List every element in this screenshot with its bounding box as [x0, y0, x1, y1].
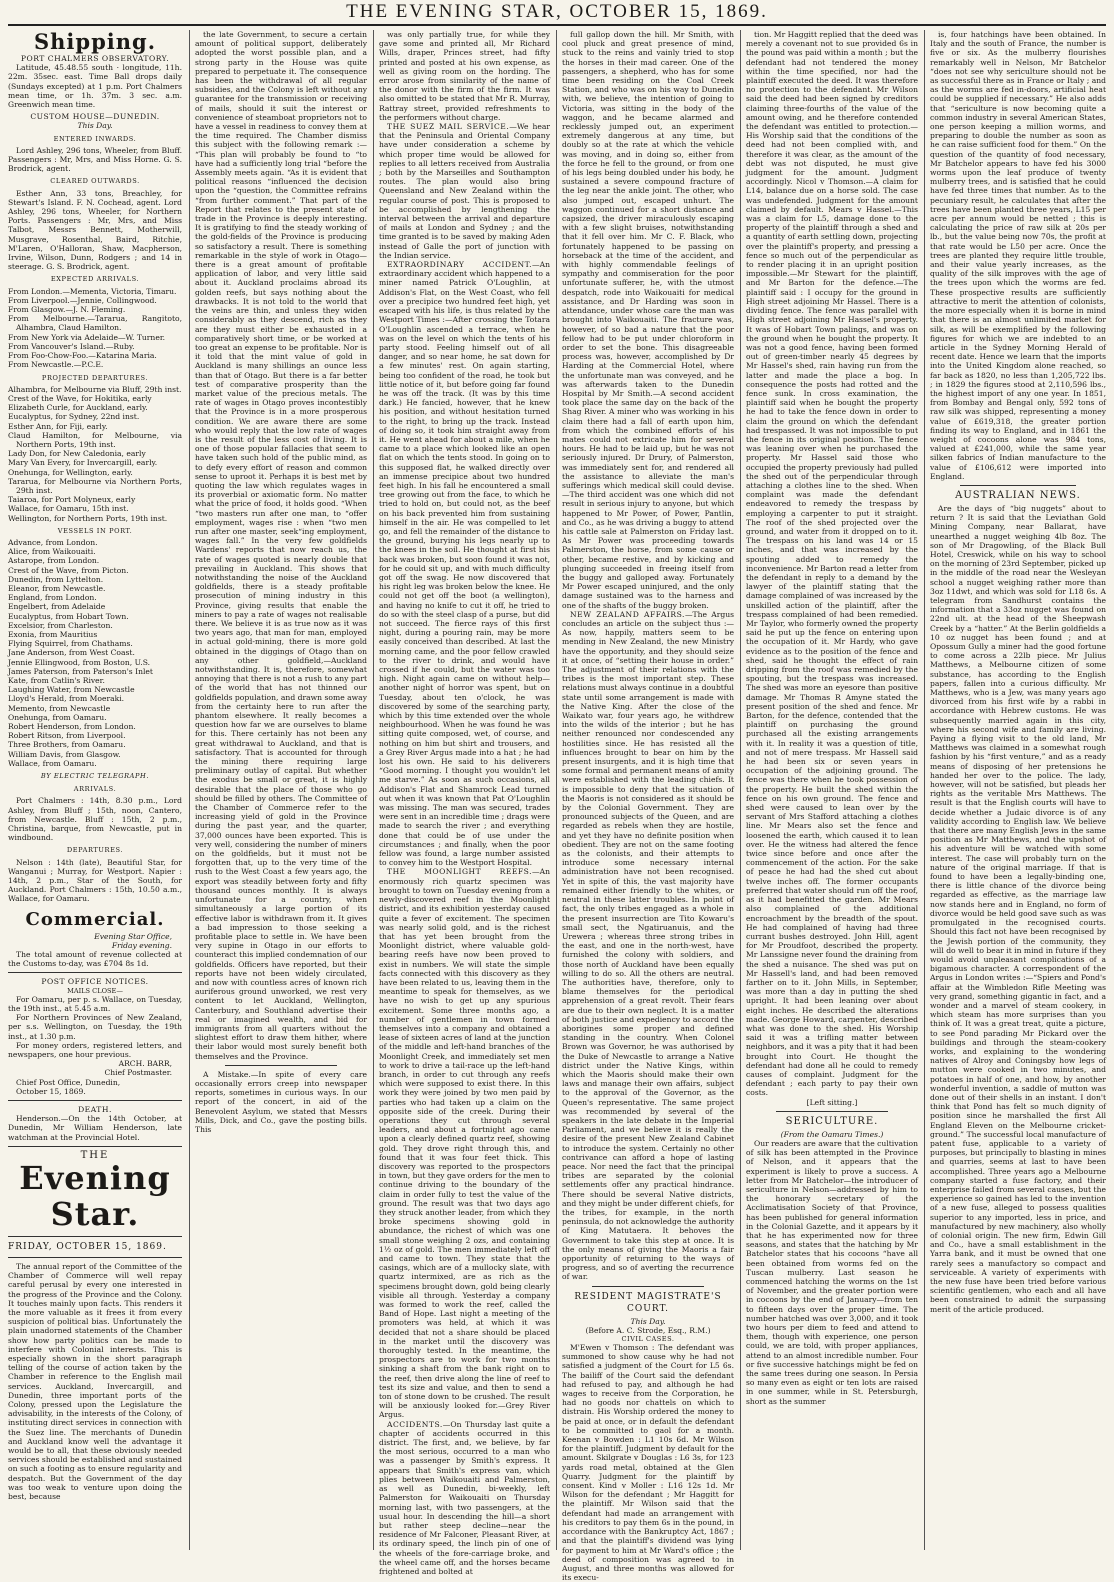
- list-item: From New York via Adelaide—W. Turner.: [8, 332, 166, 342]
- accidents-text: —On Thursday last quite a chapter of accidents occurred in this district. The first, and, we believe, by far the most serious, occurred to a man who was a passenger by Smith's express. It appears that Smith's express van, which plies between Waikouaiti and Palmerston, as well as Dunedin, bi-weekly, left Palmerston for Waikouaiti on Thursday morning last, with two passengers, at the usual hour. In descending the hill—a short but rather steep decline—near the residence of Mr Falconer, Pleasant River, at its ordinary speed, the linch pin of one of the wheels of the fore-carriage broke, and the wheel came off, and the horses became frightened and bolted at: [379, 1419, 550, 1576]
- post-office-date: October 15, 1869.: [16, 1086, 86, 1096]
- col6-text-1: is, four hatchings have been obtained. In Italy and the south of France, the number is five or six. As the mulberry flourishes remarkably well in Nelson, Mr Batchelor “does not see why sericulture should not be as successful there as in France or Italy ; and as the worms are fed in-doors, artificial heat could be supplied if necessary.” He also adds that “sericulture is now becoming quite a common industry in several American States, one person keeping a million worms, and preparing to double the number as soon as he can raise sufficient food for them.” On the question of the quantity of food necessary, Mr Batchelor appears to have fed his 3000 worms upon the leaf produce of twenty mulberry trees, and is satisfied that he could have fed three times that number. As to the pecuniary result, he calculates that after the trees have been planted three years, L15 per acre per annum would be netted ; this is calculating the price of raw silk at 20s per lb., but the value being now 70s, the profit at that rate would be L50 per acre. Once the trees are planted they require little trouble, and their value yearly increases, as the quality of the silk improves with the age of the trees upon which the worms are fed. These prospective results are sufficiently attractive to merit the attention of colonists, the more especially when it is borne in mind that there is an almost unlimited market for silk, as will be exemplified by the following figures for which we are indebted to an article in the Sydney Morning Herald of recent date. Hence we learn that the imports into the United Kingdom alone reached, so far back as 1820, no less than 1,205,722 lbs. ; in 1829 the figures stood at 2,110,596 lbs., the highest import of any one year. In 1851, from Bombay and Bengal only, 592 tons of raw silk was shipped, representing a money value of £619,318, the greater portion finding its way to England, and in 1861 the weight of cocoons alone was 984 tons, valued at £241,000, while the same year silken fabrics of Indian manufacture to the value of £106,612 were imported into England.: [930, 30, 1106, 481]
- post-office-title: POST OFFICE NOTICES.: [41, 977, 149, 987]
- court-text: M'Ewen v Thomson : The defendant was summoned to show cause why he had not satisfied a judgment of the Court for L5 6s. The bailiff of the Court said the defendant had refused to pay, and although he had wages to receive from the Corporation, he had no goods nor chattels on which to distrain. His Worship ordered the money to be paid at once, or in default the defendant to be committed to gaol for a month. Keenan v Bowden : L1 10s 6d. Mr Wilson for the plaintiff. Judgment by default for the amount. Skilgrate v Douglas : L6 3s, for 123 yards road metal, obtained at the Glen Quarry. Judgment for the plaintiff by consent. Kind v Moller : L16 12s 1d. Mr Wilson for the defendant ; Mr Haggitt for the plaintiff. Mr Wilson said that the defendant had made an arrangement with his creditors to pay them 6s in the pound, in accordance with the Bankruptcy Act, 1867 ; and that the plaintiff's dividend was lying for payment to him at Mr Ward's office ; the deed of composition was agreed to in August, and three months was allowed for its execu-: [562, 1343, 734, 1582]
- list-item: Esther Ann, for Fiji, early.: [8, 421, 108, 431]
- list-item: Jane Anderson, from West Coast.: [8, 648, 135, 658]
- divider: [592, 1286, 704, 1287]
- post-office-signature: ARCH. BARR,: [118, 1059, 172, 1069]
- column-4: [562, 30, 734, 1582]
- list-item: From Foo-Chow-Foo.—Katarina Maria.: [8, 351, 157, 361]
- sericulture-source: (From the Oamaru Times.): [780, 1129, 884, 1139]
- tel-arrivals-title: ARRIVALS.: [73, 785, 117, 794]
- list-item: From Newcastle.—P.C.E.: [8, 360, 104, 370]
- list-item: From Liverpool.—Jennie, Collingwood.: [8, 295, 157, 305]
- sericulture-title: SERICULTURE.: [785, 1115, 879, 1127]
- telegraph-title: BY ELECTRIC TELEGRAPH.: [40, 772, 150, 781]
- divider: [776, 1111, 888, 1112]
- list-item: Excelsior, from Charleston.: [8, 620, 113, 630]
- vessels-title: VESSELS IN PORT.: [57, 526, 133, 535]
- reefs-title: THE MOONLIGHT REEFS.: [387, 867, 533, 877]
- list-item: William Davis, from Glasgow.: [8, 749, 121, 759]
- death-title: DEATH.: [78, 1104, 112, 1114]
- divider: [8, 972, 182, 973]
- mistake-text: A Mistake.—In spite of every care occasionally errors creep into newspaper reports, sometimes in curious ways. In our report of the concert, in aid of the Benevolent Asylum, we stated that Messrs Mills, Dick, and Co., gave the posting bills. This: [195, 1069, 367, 1134]
- list-item: Elizabeth Curle, for Auckland, early.: [8, 403, 148, 413]
- list-item: Lady Don, for New Caledonia, early: [8, 449, 146, 459]
- list-item: Eucalyptus, from Hobart Town.: [8, 611, 129, 621]
- column-3: [379, 30, 550, 1576]
- list-item: Robert Ritson, from Liverpool.: [8, 731, 126, 741]
- list-item: Eleanor, from Newcastle.: [8, 583, 106, 593]
- commercial-heading: Commercial.: [25, 908, 165, 930]
- accidents-title: ACCIDENTS.: [387, 1419, 443, 1429]
- tel-arrivals-text: Port Chalmers : 14th, 8.30 p.m., Lord Ashley, from Bluff ; 15th, noon, Cantero, from Newcastle. Bluff : 15th, 2 p.m., Christina, barque, from Newcastle, put in windbound.: [8, 796, 182, 843]
- list-item: Eucalyptus, for Sydney, 22nd inst.: [8, 412, 140, 422]
- entered-title: ENTERED INWARDS.: [53, 134, 137, 143]
- list-item: From Melbourne.—Tararua, Rangitoto, Alhambra, Claud Hamilton.: [8, 314, 182, 333]
- cleared-title: CLEARED OUTWARDS.: [50, 177, 140, 186]
- list-item: Lloyd's Herald, from Moeraki.: [8, 694, 125, 704]
- list-item: Engelbert, from Adelaide: [8, 602, 106, 612]
- column-2: [195, 30, 367, 1550]
- commercial-office: Evening Star Office,: [94, 931, 172, 941]
- expected-list: [8, 287, 182, 370]
- list-item: Wellington, for Northern Ports, 19th inst.: [8, 513, 168, 523]
- divider: [960, 485, 1076, 486]
- left-sitting: [Left sitting.]: [806, 1097, 858, 1107]
- entered-text: Lord Ashley, 296 tons, Wheeler, from Bluff. Passengers : Mr, Mrs, and Miss Horne. G. S. Brodrick, agent.: [8, 145, 182, 174]
- vessels-list: [8, 538, 182, 768]
- column-rule: [924, 30, 925, 1550]
- divider: [8, 1146, 182, 1147]
- post-office-subtitle: MAILS CLOSE—: [67, 986, 123, 995]
- masthead: [0, 0, 1114, 24]
- court-title: RESIDENT MAGISTRATE'S COURT.: [574, 1291, 722, 1314]
- court-civil: CIVIL CASES.: [621, 1335, 675, 1344]
- list-item: Crest of the Wave, from Picton.: [8, 565, 129, 575]
- cleared-text: Esther Ann, 33 tons, Breachley, for Stewart's Island. F. N. Cochead, agent. Lord Ashley, 296 tons, Wheeler, for Northern Ports. Passengers : Mr, Mrs, and Miss Talbot, Messrs Bennett, Motherwill, Musgrave, Rosenthal, Baird, Ritchie, M'Laren, O'Halloran, Shaw, Macpherson, Irvine, Wilson, Dunn, Rodgers ; and 14 in steerage. G. S. Brodrick, agent.: [8, 188, 182, 272]
- divider: [8, 1236, 182, 1237]
- suez-title: THE SUEZ MAIL SERVICE.: [387, 122, 510, 132]
- expected-title: EXPECTED ARRIVALS.: [50, 275, 140, 284]
- accident-title: EXTRAORDINARY ACCIDENT.: [387, 260, 533, 270]
- observatory-text: Latitude, 45.48.55 south · longitude, 11h. 22m. 35sec. east. Time Ball drops daily (Sundays excepted) at 1 p.m. Port Chalmers mean time, or 1h. 37m. 3 sec. a.m. Greenwich mean time.: [8, 63, 182, 110]
- projected-title: PROJECTED DEPARTURES.: [41, 373, 149, 382]
- nz-title: NEW ZEALAND AFFAIRS.: [570, 609, 685, 619]
- leader-text-1: The annual report of the Committee of the Chamber of Commerce will well repay careful perusal by every one interested in the progress of the Province and the Colony. It touches mainly upon facts. This renders it the more valuable as it frees it from every suspicion of political bias. Unfortunately the plain unadorned statements of the Chamber show how party politics can be made to interfere with Colonial interests. This is especially shown in the short paragraph telling of the course of action taken by the Chamber in reference to the English mail services. Auckland, Invercargill, and Dunedin, three important ports of the Colony, pressed upon the Legislature the advisability, in the interests of the Colony, of instituting direct services in connection with the Suez line. The merchants of Dunedin and Auckland know well the advantage it would be to all, that these obviously needed services should be established and sustained on such a footing as to ensure regularity and despatch. But the Government of the day was too weak to venture upon doing the best, because: [8, 1261, 182, 1502]
- post-office-text-2: For Northern Provinces of New Zealand, per s.s. Wellington, on Tuesday, the 19th inst., at 1.30 p.m.: [8, 1013, 182, 1041]
- sericulture-text: Our readers are aware that the cultivation of silk has been attempted in the Province of Nelson, and it appears that the experiment is likely to prove a success. A letter from Mr Batchelor—the introducer of sericulture in Nelson—addressed by him to the honorary secretary of the Acclimatisation Society of that Province, has been published for general information in the Colonial Gazette, and it appears by it that he has experimented now for three seasons, and states that the hatching by Mr Batchelor states that his cocoons “have all been obtained from worms fed on the Tuscan mulberry. Last season he commenced hatching the worms on the 1st of November, and the greater portion were in cocoons by the end of January—from ten to fifteen days over the proper time. The number hatched was over 3,000, and it took two hours per diem to feed and attend to them, though with experience, one person could, we are told, with proper appliances, attend to an almost incredible number. Four or five successive hatchings might be fed on the same trees during one season. In Persia so many even as eight or ten lots are raised in one summer, while in St. Petersburgh, short as the summer: [746, 1138, 918, 1406]
- customs-title: CUSTOM HOUSE—DUNEDIN.: [30, 112, 160, 122]
- list-item: James Paterson, from Paterson's Inlet: [8, 666, 153, 676]
- divider: [225, 1065, 337, 1066]
- list-item: Robert Henderson, from London.: [8, 722, 136, 732]
- accident-text: —An extraordinary accident which happened to a miner named Patrick O'Loughlin, at Addison's Flat, on the West Coast, who fell over a precipice two hundred feet high, yet escaped with his life, is thus related by the Westport Times :—After crossing the Totara O'Loughlin ascended a terrace, when he was on the level on which the tents of his party stood. Feeling himself out of all danger, and so near home, he sat down for a few minutes' rest. On again starting, being too confident of the road, he took but little notice of it, but before going far found he was off the track. (It was by this time dark.) He fancied, however, that he knew his position, and without hesitation turned to the right, to bring up the track. Instead of doing so, it took him straight away from it. He went ahead for about a mile, when he came to a place which looked like an open flat on which the tents stood. In going on to this supposed flat, he walked directly over an immense precipice about two hundred feet high. In his fall he encountered a small tree growing out from the face, to which he tried to hold on, but could not, as the beef on his back prevented him from sustaining himself in the air. He was compelled to let go, and fell the remainder of the distance to the ground, burying his legs nearly up to the knees in the soil. He thought at first his back was broken, but soon found it was not, for he could sit up, and with much difficulty got off the swag. He now discovered that his right leg was broken below the knee. He could not get off the boot (a wellington), and having no knife to cut it off, he tried to do so with the steel clasp of a purse, but did not succeed. The fierce rays of this first night, during a pouring rain, may be more easily conceived than described. At last the morning came, and the poor fellow crawled to the river to drink, and would have crossed if he could, but the water was too high. Night again came on without help—another night of horror was spent, but on Tuesday, about ten o'clock, he was discovered by some of the searching party, which by this time extended over the whole neighbourhood. When he was found he was sitting quite composed, wet, of course, and nothing on him but shirt and trousers, and a Grey River Argus made into a hat ; he had lost his own. He said to his deliverers “Good morning. I thought you wouldn't let me starve.” As soon as such occasions, all Addison's Flat and Shamrock Lead turned out when it was known that Pat O'Loughlin was missing. The man was secured, trades were sent in an incredible time ; drags were made to search the river ; and everything done that could be of use under the circumstances ; and finally, when the poor fellow was found, a large number assisted to convey him to the Westport Hospital.: [379, 260, 550, 868]
- list-item: England, from London.: [8, 593, 97, 603]
- post-office-office: Chief Post Office, Dunedin,: [16, 1077, 121, 1087]
- shipping-heading: Shipping.: [33, 29, 157, 54]
- star-the: THE: [80, 1149, 110, 1161]
- list-item: Tararua, for Melbourne via Northern Ports, 29th inst.: [8, 476, 182, 495]
- australian-news-text: Are the days of “big nuggets” about to return ? It is said that the Leviathan Gold Mining Company, near Ballarat, have unearthed a nugget weighing 4lb 8oz. The son of Mr Dragowling, of the Black Bull Hotel, Creswick, while on his way to school on the morning of 23rd September, picked up in the middle of the road near the Wesleyan school a nugget weighing rather more than 3oz 11dwt, and which was sold for L18 6s. A telegram from Sandhurst contains the information that a 33oz nugget was found on 22nd ult. at the head of the Sheepwash Creek by a “hatter.” At the Berlin goldfields a 10 oz nugget has been found ; and at Opossum Gully a miner had the good fortune to come across a 22lb piece. Mr Julius Matthews, a Melbourne citizen of some substance, has according to the English papers, fallen into a curious difficulty. Mr Matthews, who is a Jew, was many years ago divorced from his first wife by a rabbi in accordance with Hebrew customs. He was subsequently married again in this city, where his second wife and family are living. Paying a flying visit to the old land, Mr Matthews was claimed in a somewhat rough fashion by his “first venture,” and as a ready means of disposing of her pretensions he handed her over to the police. The lady, however, will not be satisfied, but pleads her rights as the veritable Mrs Matthews. The result is that the English courts will have to decide whether a Judaic divorce is of any validity according to English law. We believe that there are many English Jews in the same position as Mr Matthews, and the upshot of his adventure will be watched with some interest. The case will probably turn on the nature of the original marriage. If that is found to have been a legally-binding one, there is little chance of the divorce being regarded as effective, as the marriage law now stands here and in England, no form of divorce would be held good save such as was promulgated in the recognised courts. Should this fact not have been recognised by the Jewish portion of the community, they will do well to bear it in mind in future if they would avoid unpleasant complications of a bigamous character. A correspondent of the Argus in London writes :—“Spiers and Pond's affair at the Wimbledon Rifle Meeting was very grand, something gigantic in fact, and a wonder and a marvel of steam cookery, in which steam has more surprises than you think of. It was a great treat, quite a picture, to see Pond parading Mr Pickard over the buildings and through the steam-cookery works, and explaining to the wondering natives of Alroy and Coningsby how legs of mutton were cooked in two minutes, and potatoes in half of one, and how, by another wonderful invention, a saddle of mutton was done out of their shells in an instant. I don't think that Pond has felt so much dignity of position since he marshalled the first All England Eleven on the Melbourne cricket-ground.” The successful local manufacture of patent fuse, applicable to a variety of purposes, but principally to blasting in mines and quarries, seems at last to have been accomplished. Three years ago a Melbourne company started a fuse factory, and their enterprise failed from several causes, but the experience so gained has led to the invention of a new fuse, alleged to possess qualities superior to any imported, less in price, and manufactured by new machinery, also wholly of colonial origin. The new firm, Edwin Gill and Co., have a small establishment in the Yarra bank, and it must be owned that one rarely sees a manufactory so compact and serviceable. A variety of experiments with the new fuse have been tried before various scientific gentlemen, who each and all have been constrained to admit the surpassing merit of the article produced.: [930, 503, 1106, 1314]
- column-rule: [373, 30, 374, 1550]
- suez-text: —We hear that the Peninsula and Oriental Company have under consideration a scheme by which proper time would be allowed for replies to all letters received from Australia ; both by the Marseilles and Southampton routes. The plan would also bring Queensland and New Zealand within the regular course of post. This is proposed to be accomplished by lengthening the interval between the arrival and departure of mails at London and Sydney ; and the time granted is to be saved by making Aden instead of Galle the port of junction with the Indian service.: [379, 122, 550, 260]
- reefs-text: —An enormously rich quartz specimen was brought to town on Tuesday evening from a newly-discovered reef in the Moonlight district, and its exhibition yesterday caused quite a fever of excitement. The specimen was nearly solid gold, and is the richest that has yet been brought from the Moonlight district, where valuable gold-bearing reefs have now been proved to exist in numbers. We will state the simple facts connected with this discovery as they have been related to us, leaving them in the meantime to speak for themselves, as we have no wish to get up any spurious excitement. Some three months ago, a number of gentlemen in town formed themselves into a company and obtained a lease of sixteen acres of land at the junction of the middle and left-hand branches of the Moonlight Creek, and immediately set men to work to drive a tail-race up the left-hand branch, in order to cut through any reefs which were supposed to exist there. In this work they were joined by two men paid by parties who had taken up a claim on the opposite side of the creek. During their operations they cut through several leaders, and about a fortnight ago came upon a clearly defined quartz reef, showing gold. They drove right through this, and found that it was four feet thick. This discovery was reported to the prospectors in town, but they gave orders for the men to continue driving to the boundary of the claim in order fully to test the value of the ground. The result was that two days ago they struck another leader, from which they broke specimens showing gold in abundance, the richest of which was one small stone weighing 2 ozs, and containing 1½ oz of gold. The men immediately left off and came to town. They state that the casings, which are of a mullocky slate, with quartz intermixed, are as rich as the specimens brought down, gold being clearly visible all through. Yesterday a company was formed to work the reef, called the Band of Hope. Last night a meeting of the promoters was held, at which it was decided that not a share should be placed in the market until the discovery was thoroughly tested. In the meantime, the prospectors are to work for two months sinking a shaft from the bank right on to the reef, then drive along the line of reef to test its size and value, and then to send a ton of stone down to be crushed. The result will be anxiously looked for.—Grey River Argus.: [379, 867, 550, 1420]
- col5-text-1: tion. Mr Haggitt replied that the deed was merely a covenant not to sue provided 6s in the pound was paid within a month ; but the defendant had not tendered the money within the time specified, nor had the plaintiff executed the deed. It was therefore no protection to the defendant. Mr Wilson said the deed had been signed by creditors claiming three-fourths of the value of the amount owing, and he therefore contended the defendant was entitled to protection.—His Worship said that the conditions of the deed had not been complied with, and therefore it was clear, as the amount of the debt was not disputed, he must give judgment for the amount. Judgment accordingly. Nicol v Thomson.—A claim for L14, balance due on a horse sold. The case was undefended. Judgment for the amount claimed by default. Mears v Hassel.—This was a claim for L5, damage done to the property of the plaintiff through a shed and a quantity of earth settling down, projecting over the plaintiff's property, and pressing a fence so much out of the perpendicular as to render placing it in an upright position impossible.—Mr Stewart for the plaintiff, and Mr Barton for the defence.—The plaintiff said : I occupy for the ground in High street adjoining Mr Hassel. There is a dividing fence. The fence was parallel with High street adjoining Mr Hassel's property. It was of Hobart Town palings, and was on the ground when he bought the property. It was not a good fence, having been formed out of green-timber nearly 45 degrees by Mr Hassel's shed, rain having run from the latter and made the place a bog. In consequence the posts had rotted and the fence sunk. In cross examination, the plaintiff said when he bought the property he had to take the fence down in order to claim the ground on which the defendant had trespassed. It was not impossible to put the fence in its original position. The fence was leaning over when he purchased the property. Mr Hassel said those who occupied the property previously had pulled the shed out of the perpendicular through attaching a clothes line to the shed. When complaint was made the defendant endeavored to remedy the trespass by employing a carpenter to put it straight. The roof of the shed projected over the ground, and water from it dropped on to it. The trespass on his land was 14 or 15 inches, and that was increased by the spouting added to remedy the inconvenience. Mr Barton read a letter from the defendant in reply to a demand by the lawyer of the plaintiff stating that the damage complained of was increased by the unskilled action of the plaintiff, after the trespass complained of had been remedied. Mr Taylor, who formerly owned the property said he put up the fence on entering upon the occupation of it. Mr Hardy, who gave evidence as to the position of the fence and shed, said he thought the effect of rain dripping from the roof was remedied by the spouting, but the trespass was increased. The shed was more an eyesore than positive damage. Mr Thomas R Amyne stated the present position of the shed and fence. Mr Barton, for the defence, contended that the plaintiff on purchasing the ground purchased all the existing arrangements with it. In reality it was a question of title, and not of mere trespass. Mr Hassell said he had been six or seven years in occupation of the adjoining ground. The fence was there when he took possession of the property. He built the shed within the fence on his own ground. The fence and shed were caused to lean over by the servant of Mrs Stafford attaching a clothes line. Mr Mears also set the fence and loosened the earth, which caused it to lean over. He the witness had altered the fence twice since before and once after the commencement of the action. For the sake of peace he had had the shed cut about twelve inches off. The former occupants preferred that water should run off the roof, as it had benefitted the garden. Mr Mears also complained of the additional encroachment by the breadth of the spout. He had complained of having had three currant bushes destroyed. John Hill, agent for Mr Proudfoot, described the property. Mr Lanssigne never found the draining from the shed a nuisance. The shed was put on Mr Hassell's land, and had been removed farther on to it. John Mills, in September, was more than a day in putting the shed upright. It had been leaning over about eight inches. He described the alterations made. George Howard, carpenter, described what was done to the shed. His Worship said it was a trifling matter between neighbors, and it was a pity that it had been brought into Court. He thought the defendant had done all he could to remedy causes of complaint. Judgment for the defendant ; each party to pay their own costs.: [746, 30, 918, 1098]
- death-text: Henderson.—On the 14th October, at Dunedin, Mr William Henderson, late watchman at the Provincial Hotel.: [8, 1114, 182, 1142]
- list-item: Onehunga, for Wellington, early.: [8, 467, 133, 477]
- list-item: Jennie Ellingwood, from Boston, U.S.: [8, 657, 151, 667]
- list-item: From Vancouver's Island.—Ruby.: [8, 341, 135, 351]
- list-item: Astarope, from London.: [8, 556, 100, 566]
- list-item: From London.—Mementa, Victoria, Timaru.: [8, 286, 177, 296]
- divider: [8, 1257, 182, 1258]
- list-item: Claud Hamilton, for Melbourne, via Northern Ports, 19th inst.: [8, 430, 182, 449]
- commercial-date: Friday evening.: [111, 940, 172, 950]
- list-item: Memento, from Newcastle: [8, 703, 111, 713]
- column-rule: [556, 30, 557, 1550]
- australian-news-title: AUSTRALIAN NEWS.: [955, 489, 1081, 501]
- projected-list: [8, 385, 182, 523]
- tel-departures-title: DEPARTURES.: [66, 846, 124, 855]
- court-before: (Before A. C. Strode, Esq., R.M.): [585, 1325, 711, 1335]
- list-item: Onehunga, from Oamaru.: [8, 712, 107, 722]
- column-5: [746, 30, 918, 1550]
- column-rule: [189, 30, 190, 1550]
- star-date: FRIDAY, OCTOBER 15, 1869.: [8, 1241, 167, 1252]
- tel-departures-text: Nelson : 14th (late), Beautiful Star, for Wanganui ; Murray, for Westport. Napier : 14th, 2 p.m., Star of the South, for Auckland. Port Chalmers : 15th, 10.50 a.m., Wallace, for Oamaru.: [8, 857, 182, 904]
- list-item: Crest of the Wave, for Hokitika, early: [8, 393, 152, 403]
- observatory-title: PORT CHALMERS OBSERVATORY.: [20, 54, 170, 63]
- column-6: [930, 30, 1106, 1550]
- post-office-text-3: For money orders, registered letters, and newspapers, one hour previous.: [8, 1040, 182, 1059]
- list-item: Dunedin, from Lyttelton.: [8, 574, 104, 584]
- list-item: Alhambra, for Melbourne via Bluff, 29th inst.: [8, 384, 182, 394]
- star-title: Evening Star.: [19, 1158, 171, 1233]
- list-item: Advance, from London.: [8, 537, 98, 547]
- col3-text-1: was only partially true, for while they gave some and printed all, Mr Richard Wills, draper, Princes street, had fifty printed and posted at his own expense, as well as giving room on the hording. The error arose from similarity of the name of the donor with the firm of the firm. It was also omitted to be stated that Mr R. Murray, Rattray street, provided refreshments to the performers without charge.: [379, 30, 550, 122]
- list-item: Wallace, for Oamaru, 15th inst.: [8, 504, 129, 514]
- nz-text: —The Argus concludes an article on the subject thus :—As now, happily, matters seem to be mending in New Zealand, the new Ministry have the opportunity, and they should seize it at once, of “setting their house in order.” The adjustment of their relations with the tribes is the most important step. These relations must always continue in a doubtful state until some arrangement is made with the Native King. After the close of the Waikato war, four years ago, he withdrew into the wilds of the interior ; but he has neither renounced nor condescended any hostilities since. He has resisted all the influences brought to bear on him by the present insurgents, and it is high time that some formal and permanent means of amity were established with the leading chiefs. It is impossible to deny that the situation of the Maoris is not considered as it should be by the Colonial Government. They are pronounced subjects of the Queen, and are regarded as rebels when they are hostile, and yet they have no definite position when obedient. They are not on the same footing as the colonists, and their attempts to introduce some necessary internal administration have not been recognised. Yet in spite of this, the vast majority have remained either friendly to the whites, or neutral in these latter troubles. In point of fact, the only tribes engaged as a whole in the present insurrection are Tito Kowaru's small sect, the Ngatiruanuis, and the Urewera ; whereas three strong tribes in the east, and one in the north-west, have furnished the colony with soldiers, and those north of Auckland have been equally willing to do so. All the others are neutral. The authorities have, therefore, only to blame themselves for the periodical apprehension of a great revolt. Their fears are due to their own neglect. It is a matter of both justice and expediency to accord the aborigines some proper and defined standing in the country. When Colonel Brown was Governor, he was authorised by the Duke of Newcastle to arrange a Native district under the Native Kings, within which the Maoris should make their own laws and manage their own affairs, subject to the approval of the Governor, as the Queen's representative. The same project was recommended by several of the speakers in the late debate in the Imperial Parliament, and we believe it is really the desire of the present New Zealand Cabinet to introduce the system. Certainly no other contrivance can afford a hope of lasting peace. Nor need the fact that the principal tribes are separated by the colonial settlements offer any practical hindrance. There should be several Native districts, and they might be under different chiefs, for the tribes, for example, in the north peninsula, do not acknowledge the authority of King Matutaera. It behoves the Government to take this step at once. It is the only means of giving the Maoris a fair opportunity of returning to the ways of progress, and so of averting the recurrence of war.: [562, 609, 734, 1282]
- masthead-rule: [8, 24, 1106, 26]
- list-item: From Glasgow.—J. N. Fleming.: [8, 305, 126, 315]
- list-item: Mary Van Every, for Invercargill, early.: [8, 458, 158, 468]
- list-item: Taiaroa, for Port Molyneux, early: [8, 495, 136, 505]
- list-item: Three Brothers, from Oamaru.: [8, 740, 126, 750]
- list-item: Wallace, from Oamaru.: [8, 758, 97, 768]
- column-rule: [740, 30, 741, 1550]
- list-item: Flying Squirrel, from Chathams.: [8, 639, 133, 649]
- leader-text-2: the late Government, to secure a certain amount of political support, deliberately adopted the worst possible plan, and a strong party in the House was quite prepared to perpetuate it. The consequence has been the withdrawal of all regular subsidies, and the Colony is left without any guarantee for the transmission or receiving of mails, should it suit the interest or convenience of steamboat proprietors not to have a vessel in readiness to convey them at the time required. The Chamber dismiss this subject with the following remark :— “This plan will probably be found to “to have had a sufficiently long trial “before the Assembly meets again. “As it is evident that political reasons “influenced the decision upon the “question, the Committee refrains “from further comment.” That part of the Report that relates to the present state of trade in the Province is deeply interesting. It is gratifying to find the steady working of the gold-fields of the Province is producing so satisfactory a result. There is something remarkable in the style of work in Otago—there is a great amount of profitable application of labor, and very little said about it. Auckland proclaims abroad its golden reefs, but says nothing about the drawbacks. It is not told to the world that the veins are thin, and unless they widen considerably as they descend, rich as they are they must either be exhausted in a comparatively short time, or be worked at too great an expense to be profitable. Nor is it told that the mint value of gold in Auckland is many shillings an ounce less than that of Otago. But there is a far better test of comparative prosperity than the market value of the precious metals. The rate of wages in Otago proves incontestibly that the Province is in a more prosperous condition. We are aware there are some who would reply that the low rate of wages is the result of the less cost of living. It is one of those popular fallacies that seem to have taken such hold of the public mind, as to defy every effort of reason and common sense to uproot it. Perhaps it is best met by quoting the law which regulates wages in its proverbial or axiomatic form. No matter what the price of food, it holds good. “When “two masters run after one man, to “offer employment, wages rise : when “two men run after one master, seek“ing employment, wages fall.” In the very few goldfields Wardens' reports that now reach us, the rate of wages quoted is nearly double that prevailing in Auckland. This shows that notwithstanding the noise of the Auckland goldfields, there is a steady profitable prosecution of mining industry in this Province, giving results that enable the miners to pay a rate of wages not realisable there. We believe it is as true now as it was two years ago, that man for man, employed in actual gold-mining, there is more gold obtained in the diggings of Otago than on any other goldfield,—Auckland notwithstanding. It is, therefore, somewhat annoying that there is not a rush to any part of the world that has not thinned our goldfields population, and drawn some away from the certainty here to run after the phantom elsewhere. It really becomes a question how far we are ourselves to blame for this. There certainly has not been any great withdrawal to Auckland, and that is satisfactory. That is accounted for through the mining there requiring large preliminary outlay of capital. But whether the exodus be small or great, it is highly desirable that the place of those who go should be filled by others. The Committee of the Chamber of Commerce refer to the increasing yield of gold in the Province during the past year, and the quarter, 37,000 ounces have been exported. This is very well, considering the number of miners on the goldfields, but it must not be forgotten that, up to the very time of the rush to the West Coast a few years ago, the export was steadily between forty and fifty thousand ounces monthly. It is always unfortunate for a country, when simultaneously a large portion of its effective labor is withdrawn from it. It gives a bad impression to those seeking a profitable place to settle in. We have been very supine in Otago in our efforts to counteract this implied condemnation of our goldfields. Officers have reported, but their reports have not been widely circulated, and now with countless acres of known rich auriferous ground unworked, we rest very content to let Auckland, Wellington, Canterbury, and Southland advertise their real or imagined wealth, and bid for immigrants from all quarters without the slightest effort to draw them hither, where their labor would most surely benefit both themselves and the Province.: [195, 30, 367, 1061]
- this-day: This Day.: [77, 121, 113, 131]
- court-day: This Day.: [630, 1316, 666, 1326]
- column-1: [8, 30, 182, 1550]
- list-item: Alice, from Waikouaiti.: [8, 547, 96, 557]
- col4-text-1: full gallop down the hill. Mr Smith, with cool pluck and great presence of mind, stuck to the reins and vainly tried to stop the horses in their mad career. One of the passengers, a shepherd, who has for some time been residing on the Coal Creek Station, and who was on his way to Dunedin with, we believe, the intention of going to Victoria, was sitting in the body of the waggon, and he became alarmed and recklessly jumped out, an experiment extremely dangerous at any time, but doubly so at the rate at which the vehicle was moving, and in doing so, either from the force he fell to the ground, or from one of his legs being doubled under his body, he sustained a severe compound fracture of the leg near the ankle joint. The other, who also jumped out, escaped unhurt. The waggon continued for a short distance and capsized, the driver miraculously escaping with a few slight bruises, notwithstanding that it fell over him. Mr C. F. Black, who fortunately happened to be passing on horseback at the time of the accident, and with highly commendable feelings of sympathy and commiseration for the poor unfortunate sufferer, he, with the utmost despatch, rode into Waikouaiti for medical assistance, and Dr Harding was soon in attendance, under whose care the man was brought into Waikouaiti. The fracture was, however, of so bad a nature that the poor fellow had to be put under chloroform in order to set the bone. This disagreeable process was, however, accomplished by Dr Harding at the Commercial Hotel, where the unfortunate man was conveyed, and he was afterwards taken to the Dunedin Hospital by Mr Smith.—A second accident took place the same day on the back of the Shag River. A miner who was working in his claim there had a fall of earth upon him, from which the combined efforts of his mates could not extricate him for several hours. He had to be laid up, but he was not seriously injured. Dr Drury, of Palmerston, was immediately sent for, and rendered all the assistance to alleviate the man's sufferings which medical skill could devise.—The third accident was one which did not result in serious injury to anyone, but which happened to Mr Power, of Power, Pantlin, and Co., as he was driving a buggy to attend his cattle sale at Palmerston on Friday last. As Mr Power was proceeding towards Palmerston, the horse, from some cause or other, became restive, and by kicking and plunging succeeded in freeing itself from the buggy and galloped away. Fortunately Mr Power escaped uninjured, and the only damage sustained was to the harness and one of the shafts of the buggy broken.: [562, 30, 734, 610]
- masthead-title: THE EVENING STAR, OCTOBER 15, 1869.: [346, 1, 768, 22]
- list-item: Kate, from Catlin's River.: [8, 676, 105, 685]
- post-office-role: Chief Postmaster.: [104, 1068, 172, 1078]
- list-item: Laughing Water, from Newcastle: [8, 685, 135, 695]
- list-item: Exonia, from Mauritius: [8, 629, 98, 639]
- commercial-text: The total amount of revenue collected at the Customs to-day, was £704 8s 1d.: [8, 950, 182, 969]
- post-office-text-1: For Oamaru, per p. s. Wallace, on Tuesday, the 19th inst., at 5.45 a.m.: [8, 994, 182, 1013]
- divider: [8, 1100, 182, 1101]
